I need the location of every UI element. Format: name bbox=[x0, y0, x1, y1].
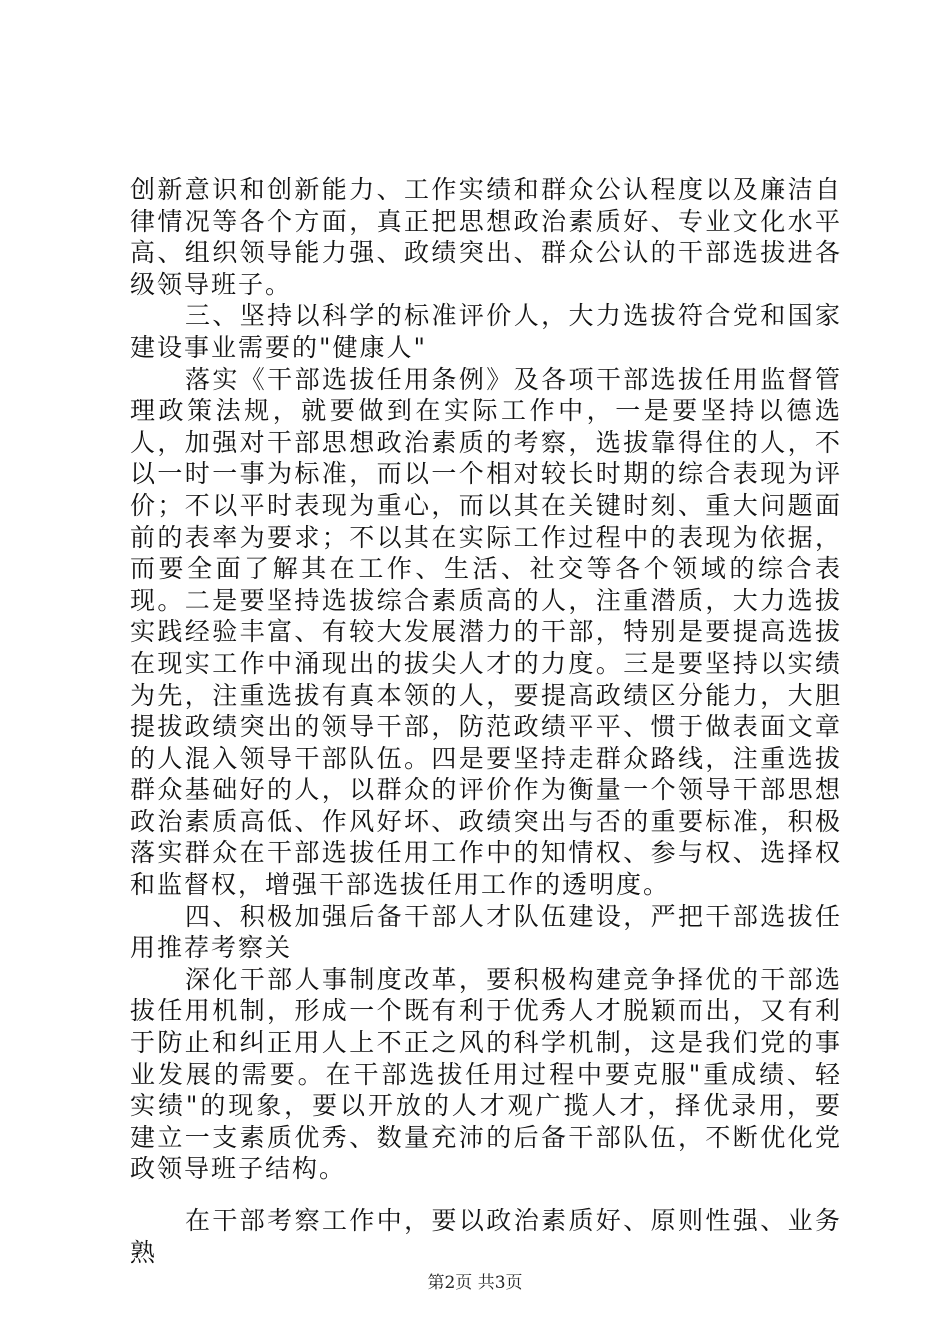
page-number-footer: 第2页 共3页 bbox=[427, 1273, 523, 1293]
section-heading-3: 三、坚持以科学的标准评价人，大力选拔符合党和国家建设事业需要的"健康人" bbox=[130, 301, 842, 362]
paragraph: 深化干部人事制度改革，要积极构建竞争择优的干部选拔任用机制，形成一个既有利于优秀人才脱颖而出，又有利于防止和纠正用人上不正之风的科学机制，这是我们党的事业发展的需要。在干部选拔任用过程中要克服"重成绩、轻实绩"的现象，要以开放的人才观广揽人才，择优录用，要建立一支素质优秀、数量充沛的后备干部队伍，不断优化党政领导班子结构。 bbox=[130, 964, 842, 1184]
paragraph: 在干部考察工作中，要以政治素质好、原则性强、业务熟 bbox=[130, 1206, 842, 1267]
paragraph-spacer bbox=[130, 1185, 842, 1205]
paragraph: 落实《干部选拔任用条例》及各项干部选拔任用监督管理政策法规，就要做到在实际工作中，一是要坚持以德选人，加强对干部思想政治素质的考察，选拔靠得住的人，不以一时一事为标准，而以一个相对较长时期的综合表现为评价；不以平时表现为重心，而以其在关键时刻、重大问题面前的表率为要求；不以其在实际工作过程中的表现为依据，而要全面了解其在工作、生活、社交等各个领域的综合表现。二是要坚持选拔综合素质高的人，注重潜质，大力选拔实践经验丰富、有较大发展潜力的干部，特别是要提高选拔在现实工作中涌现出的拔尖人才的力度。三是要坚持以实绩为先，注重选拔有真本领的人，要提高政绩区分能力，大胆提拔政绩突出的领导干部，防范政绩平平、惯于做表面文章的人混入领导干部队伍。四是要坚持走群众路线，注重选拔群众基础好的人，以群众的评价作为衡量一个领导干部思想政治素质高低、作风好坏、政绩突出与否的重要标准，积极落实群众在干部选拔任用工作中的知情权、参与权、选择权和监督权，增强干部选拔任用工作的透明度。 bbox=[130, 364, 842, 900]
section-heading-4: 四、积极加强后备干部人才队伍建设，严把干部选拔任用推荐考察关 bbox=[130, 901, 842, 963]
paragraph-continuation: 创新意识和创新能力、工作实绩和群众公认程度以及廉洁自律情况等各个方面，真正把思想政治素质好、专业文化水平高、组织领导能力强、政绩突出、群众公认的干部选拔进各级领导班子。 bbox=[130, 175, 842, 299]
document-body bbox=[130, 174, 842, 1268]
